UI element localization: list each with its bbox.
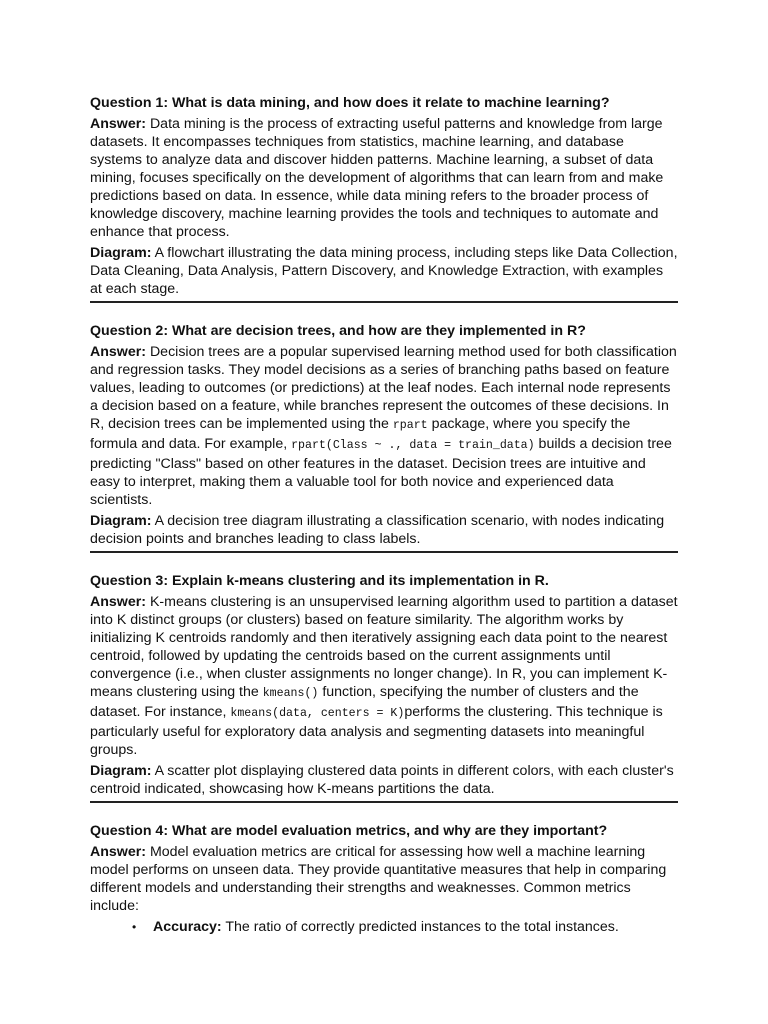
answer-2-text-c: builds a decision tree predicting "Class" based on other features in the dataset. Decision trees are intuitive and easy to interpret, making them a valuable tool for both novice and experienced data scientists. xyxy=(90,436,672,508)
answer-label: Answer: xyxy=(90,844,146,860)
qa-section-4 xyxy=(90,822,678,936)
answer-label: Answer: xyxy=(90,116,146,132)
diagram-1-text: A flowchart illustrating the data mining process, including steps like Data Collection, Data Cleaning, Data Analysis, Pattern Discovery, and Knowledge Extraction, with examples at each stage. xyxy=(90,245,678,297)
question-1-heading: Question 1: What is data mining, and how does it relate to machine learning? xyxy=(90,95,610,111)
answer-label: Answer: xyxy=(90,344,146,360)
answer-2-text-a: Decision trees are a popular supervised learning method used for both classification and regression tasks. They model decisions as a series of branching paths based on feature values, leading to outcomes (or predictions) at the leaf nodes. Each internal node represents a decision based on a feature, while branches represent the outcomes of these decisions. In R, decision trees can be implemented using the xyxy=(90,344,677,432)
answer-3-text-c: performs the clustering. This technique is particularly useful for exploratory data analysis and segmenting datasets into meaningful groups. xyxy=(90,704,663,758)
answer-3-paragraph xyxy=(90,593,678,759)
qa-section-3 xyxy=(90,572,678,803)
metric-description: The ratio of correctly predicted instances to the total instances. xyxy=(225,919,619,935)
answer-1-text: Data mining is the process of extracting useful patterns and knowledge from large datasets. It encompasses techniques from statistics, machine learning, and database systems to analyze data and discover hidden patterns. Machine learning, a subset of data mining, focuses specifically on the development of algorithms that can learn from and make predictions based on data. In essence, while data mining refers to the broader process of knowledge discovery, machine learning provides the tools and techniques to automate and enhance that process. xyxy=(90,116,664,240)
question-3-heading: Question 3: Explain k-means clustering and its implementation in R. xyxy=(90,573,549,589)
answer-3-text-b: function, specifying the number of clusters and the dataset. For instance, xyxy=(90,684,639,720)
list-item xyxy=(90,918,678,936)
metrics-list xyxy=(90,918,678,936)
qa-section-1 xyxy=(90,94,678,303)
diagram-2-paragraph xyxy=(90,512,678,548)
question-4-heading: Question 4: What are model evaluation metrics, and why are they important? xyxy=(90,823,608,839)
code-rpart-example: rpart(Class ~ ., data = train_data) xyxy=(291,439,535,452)
answer-3-text-a: K-means clustering is an unsupervised learning algorithm used to partition a dataset into K distinct groups (or clusters) based on feature similarity. The algorithm works by initializing K centroids randomly and then iteratively assigning each data point to the nearest centroid, followed by updating the centroids based on the current assignments until convergence (i.e., when cluster assignments no longer change). In R, you can implement K-means clustering using the xyxy=(90,594,678,700)
qa-section-2 xyxy=(90,322,678,553)
diagram-3-text: A scatter plot displaying clustered data points in different colors, with each cluster's centroid indicated, showcasing how K-means partitions the data. xyxy=(90,763,674,797)
answer-4-text: Model evaluation metrics are critical for assessing how well a machine learning model performs on unseen data. They provide quantitative measures that help in comparing different models and understanding their strengths and weaknesses. Common metrics include: xyxy=(90,844,667,914)
metric-term: Accuracy: xyxy=(153,919,222,935)
bullet-icon: • xyxy=(132,920,137,934)
diagram-3-paragraph xyxy=(90,762,678,798)
answer-2-paragraph xyxy=(90,343,678,509)
diagram-2-text: A decision tree diagram illustrating a classification scenario, with nodes indicating decision points and branches leading to class labels. xyxy=(90,513,665,547)
code-kmeans-example: kmeans(data, centers = K) xyxy=(230,707,405,720)
code-kmeans: kmeans() xyxy=(262,687,319,700)
answer-2-text-b: package, where you specify the formula and data. For example, xyxy=(90,416,631,452)
diagram-label: Diagram: xyxy=(90,763,152,779)
diagram-label: Diagram: xyxy=(90,245,152,261)
document-content xyxy=(90,94,678,936)
answer-4-paragraph xyxy=(90,843,678,915)
diagram-1-paragraph xyxy=(90,244,678,298)
question-2-heading: Question 2: What are decision trees, and how are they implemented in R? xyxy=(90,323,586,339)
diagram-label: Diagram: xyxy=(90,513,152,529)
answer-label: Answer: xyxy=(90,594,146,610)
answer-1-paragraph xyxy=(90,115,678,241)
code-rpart: rpart xyxy=(392,419,428,432)
